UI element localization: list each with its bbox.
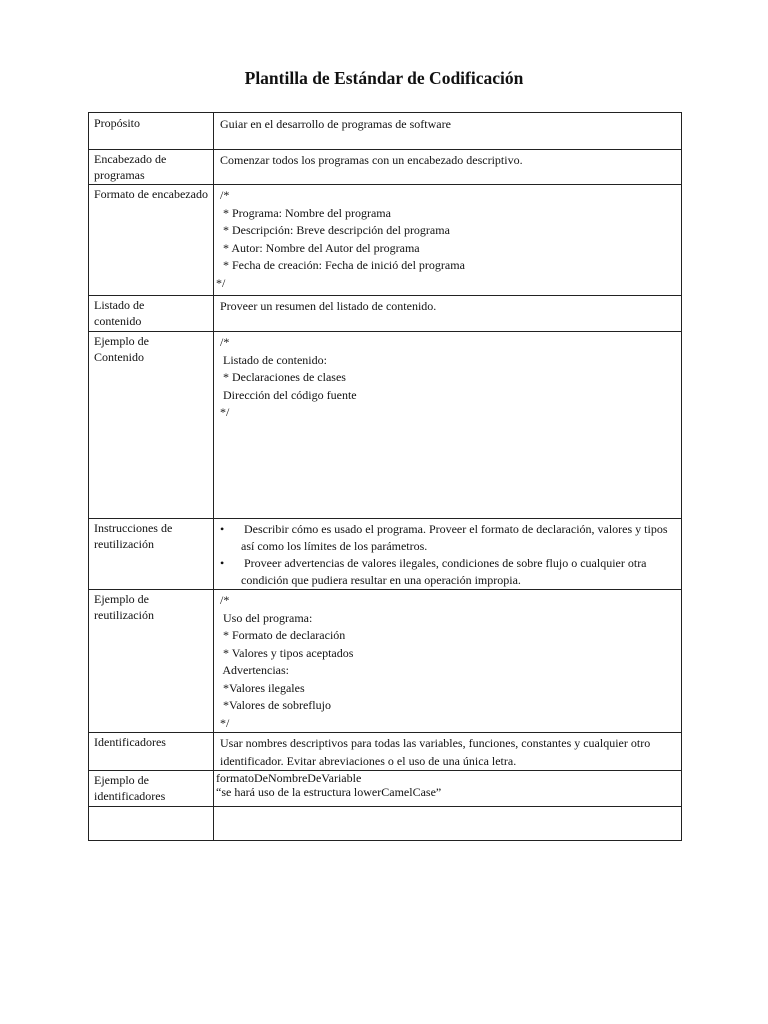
code-line: Advertencias: xyxy=(220,663,289,677)
document-title: Plantilla de Estándar de Codificación xyxy=(244,68,524,88)
label-text-1: Ejemplo de xyxy=(94,334,149,348)
table-row-ejemplo-contenido xyxy=(89,332,682,519)
code-line: * Declaraciones de clases xyxy=(220,370,346,384)
row-label xyxy=(89,150,214,185)
list-item-text: Describir cómo es usado el programa. Proveer el formato de declaración, valores y tipos así como los límites de los parámetros. xyxy=(241,522,668,553)
label-text-2: contenido xyxy=(94,313,142,328)
example-line-1: formatoDeNombreDeVariable xyxy=(216,771,362,785)
code-line: Listado de contenido: xyxy=(220,352,327,367)
label-text-1: Instrucciones de xyxy=(94,521,173,535)
bullet-icon: • xyxy=(220,522,225,536)
table-row-ejemplo-identificadores xyxy=(89,771,682,807)
code-line: /* xyxy=(220,188,230,202)
row-label xyxy=(89,590,214,733)
row-content xyxy=(214,296,682,332)
row-content xyxy=(214,332,682,519)
content-text: Guiar en el desarrollo de programas de software xyxy=(220,117,451,131)
code-line: Uso del programa: xyxy=(220,610,313,625)
label-text-1: Ejemplo de xyxy=(94,592,149,606)
content-text: Proveer un resumen del listado de contenido. xyxy=(220,299,437,313)
content-text: Usar nombres descriptivos para todas las variables, funciones, constantes y cualquier otro identificador. Evitar abreviaciones o el uso de una única letra. xyxy=(220,736,651,768)
label-text: Propósito xyxy=(94,116,141,130)
code-line: * Formato de declaración xyxy=(220,628,346,642)
row-label xyxy=(89,771,214,807)
coding-standard-table xyxy=(88,112,682,841)
bullet-icon: • xyxy=(220,556,225,570)
row-label xyxy=(89,332,214,519)
list-item xyxy=(216,521,675,555)
code-line: * Programa: Nombre del programa xyxy=(220,205,391,220)
code-line: * Fecha de creación: Fecha de inició del programa xyxy=(220,258,465,272)
code-line: */ xyxy=(216,275,226,290)
table-row-identificadores xyxy=(89,733,682,771)
table-row-listado xyxy=(89,296,682,332)
row-content xyxy=(214,733,682,771)
label-text-1: Encabezado de xyxy=(94,152,167,166)
label-text-2: reutilización xyxy=(94,536,154,551)
list-item xyxy=(216,555,675,589)
label-text-2: reutilización xyxy=(94,607,154,622)
row-label xyxy=(89,185,214,296)
code-line: *Valores ilegales xyxy=(220,680,305,695)
code-line: /* xyxy=(220,335,230,349)
row-label xyxy=(89,807,214,841)
label-text-2: Contenido xyxy=(94,349,144,364)
row-content xyxy=(214,185,682,296)
table-row-instrucciones xyxy=(89,519,682,590)
row-content xyxy=(214,150,682,185)
code-line: * Autor: Nombre del Autor del programa xyxy=(220,240,420,255)
code-line: /* xyxy=(220,593,230,607)
row-label xyxy=(89,113,214,150)
row-content xyxy=(214,590,682,733)
row-label xyxy=(89,519,214,590)
table-row-ejemplo-reutilizacion xyxy=(89,590,682,733)
label-text: Identificadores xyxy=(94,735,166,749)
row-content xyxy=(214,807,682,841)
row-content xyxy=(214,519,682,590)
row-content xyxy=(214,771,682,807)
label-text-2: identificadores xyxy=(94,788,166,803)
row-label xyxy=(89,733,214,771)
code-line: Dirección del código fuente xyxy=(220,387,357,402)
row-content xyxy=(214,113,682,150)
code-line: */ xyxy=(220,405,230,419)
table-row-proposito xyxy=(89,113,682,150)
code-line: */ xyxy=(220,715,230,730)
label-text-2: programas xyxy=(94,167,145,182)
code-line: *Valores de sobreflujo xyxy=(220,698,331,712)
code-line: * Valores y tipos aceptados xyxy=(220,645,354,660)
table-row-formato xyxy=(89,185,682,296)
label-text: Formato de encabezado xyxy=(94,187,208,201)
list-item-text: Proveer advertencias de valores ilegales, condiciones de sobre flujo o cualquier otra condición que pudiera resultar en una operación impropia. xyxy=(241,556,647,587)
code-line: * Descripción: Breve descripción del programa xyxy=(220,223,450,237)
table-row-empty xyxy=(89,807,682,841)
table-row-encabezado xyxy=(89,150,682,185)
label-text-1: Ejemplo de xyxy=(94,773,149,787)
content-text: Comenzar todos los programas con un encabezado descriptivo. xyxy=(220,153,523,167)
example-line-2: “se hará uso de la estructura lowerCamelCase” xyxy=(216,785,442,799)
row-label xyxy=(89,296,214,332)
label-text-1: Listado de xyxy=(94,298,145,312)
